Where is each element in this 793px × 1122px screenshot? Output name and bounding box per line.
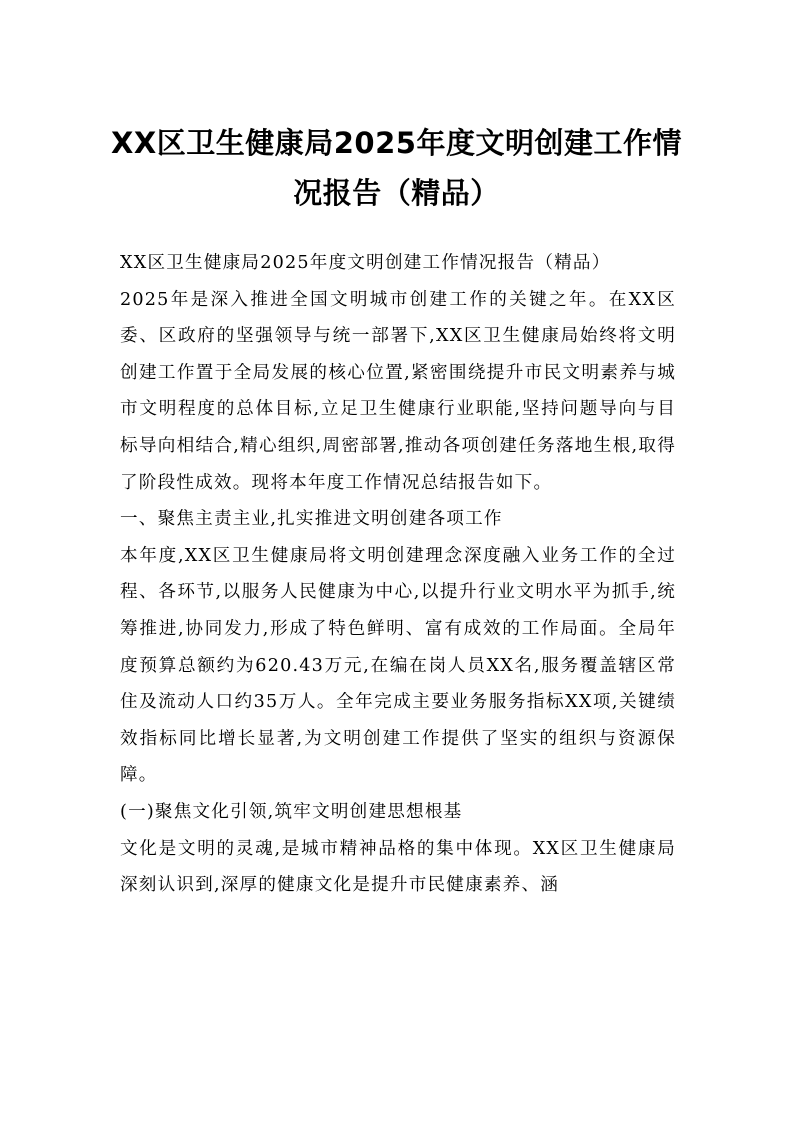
document-title: XX区卫生健康局2025年度文明创建工作情况报告（精品）	[111, 126, 682, 210]
paragraph-repeated-title: XX区卫生健康局2025年度文明创建工作情况报告（精品）	[120, 253, 611, 273]
paragraph-subsection-1: 文化是文明的灵魂,是城市精神品格的集中体现。XX区卫生健康局深刻认识到,深厚的健康文化是提升市民健康素养、涵	[120, 838, 676, 896]
subsection-heading-1: (一)聚焦文化引领,筑牢文明创建思想根基	[120, 801, 463, 822]
paragraph-section-1: 本年度,XX区卫生健康局将文明创建理念深度融入业务工作的全过程、各环节,以服务人民健康为中心,以提升行业文明水平为抓手,统筹推进,协同发力,形成了特色鲜明、富有成效的工作局面。全局年度预算总额约为620.43万元,在编在岗人员XX名,服务覆盖辖区常住及流动人口约35万人。全年完成主要业务服务指标XX项,关键绩效指标同比增长显著,为文明创建工作提供了坚实的组织与资源保障。	[120, 545, 676, 786]
document-body	[120, 245, 676, 904]
section-heading-1: 一、聚焦主责主业,扎实推进文明创建各项工作	[120, 509, 503, 530]
paragraph-intro: 2025年是深入推进全国文明城市创建工作的关键之年。在XX区委、区政府的坚强领导与统一部署下,XX区卫生健康局始终将文明创建工作置于全局发展的核心位置,紧密围绕提升市民文明素养与城市文明程度的总体目标,立足卫生健康行业职能,坚持问题导向与目标导向相结合,精心组织,周密部署,推动各项创建任务落地生根,取得了阶段性成效。现将本年度工作情况总结报告如下。	[120, 289, 676, 493]
